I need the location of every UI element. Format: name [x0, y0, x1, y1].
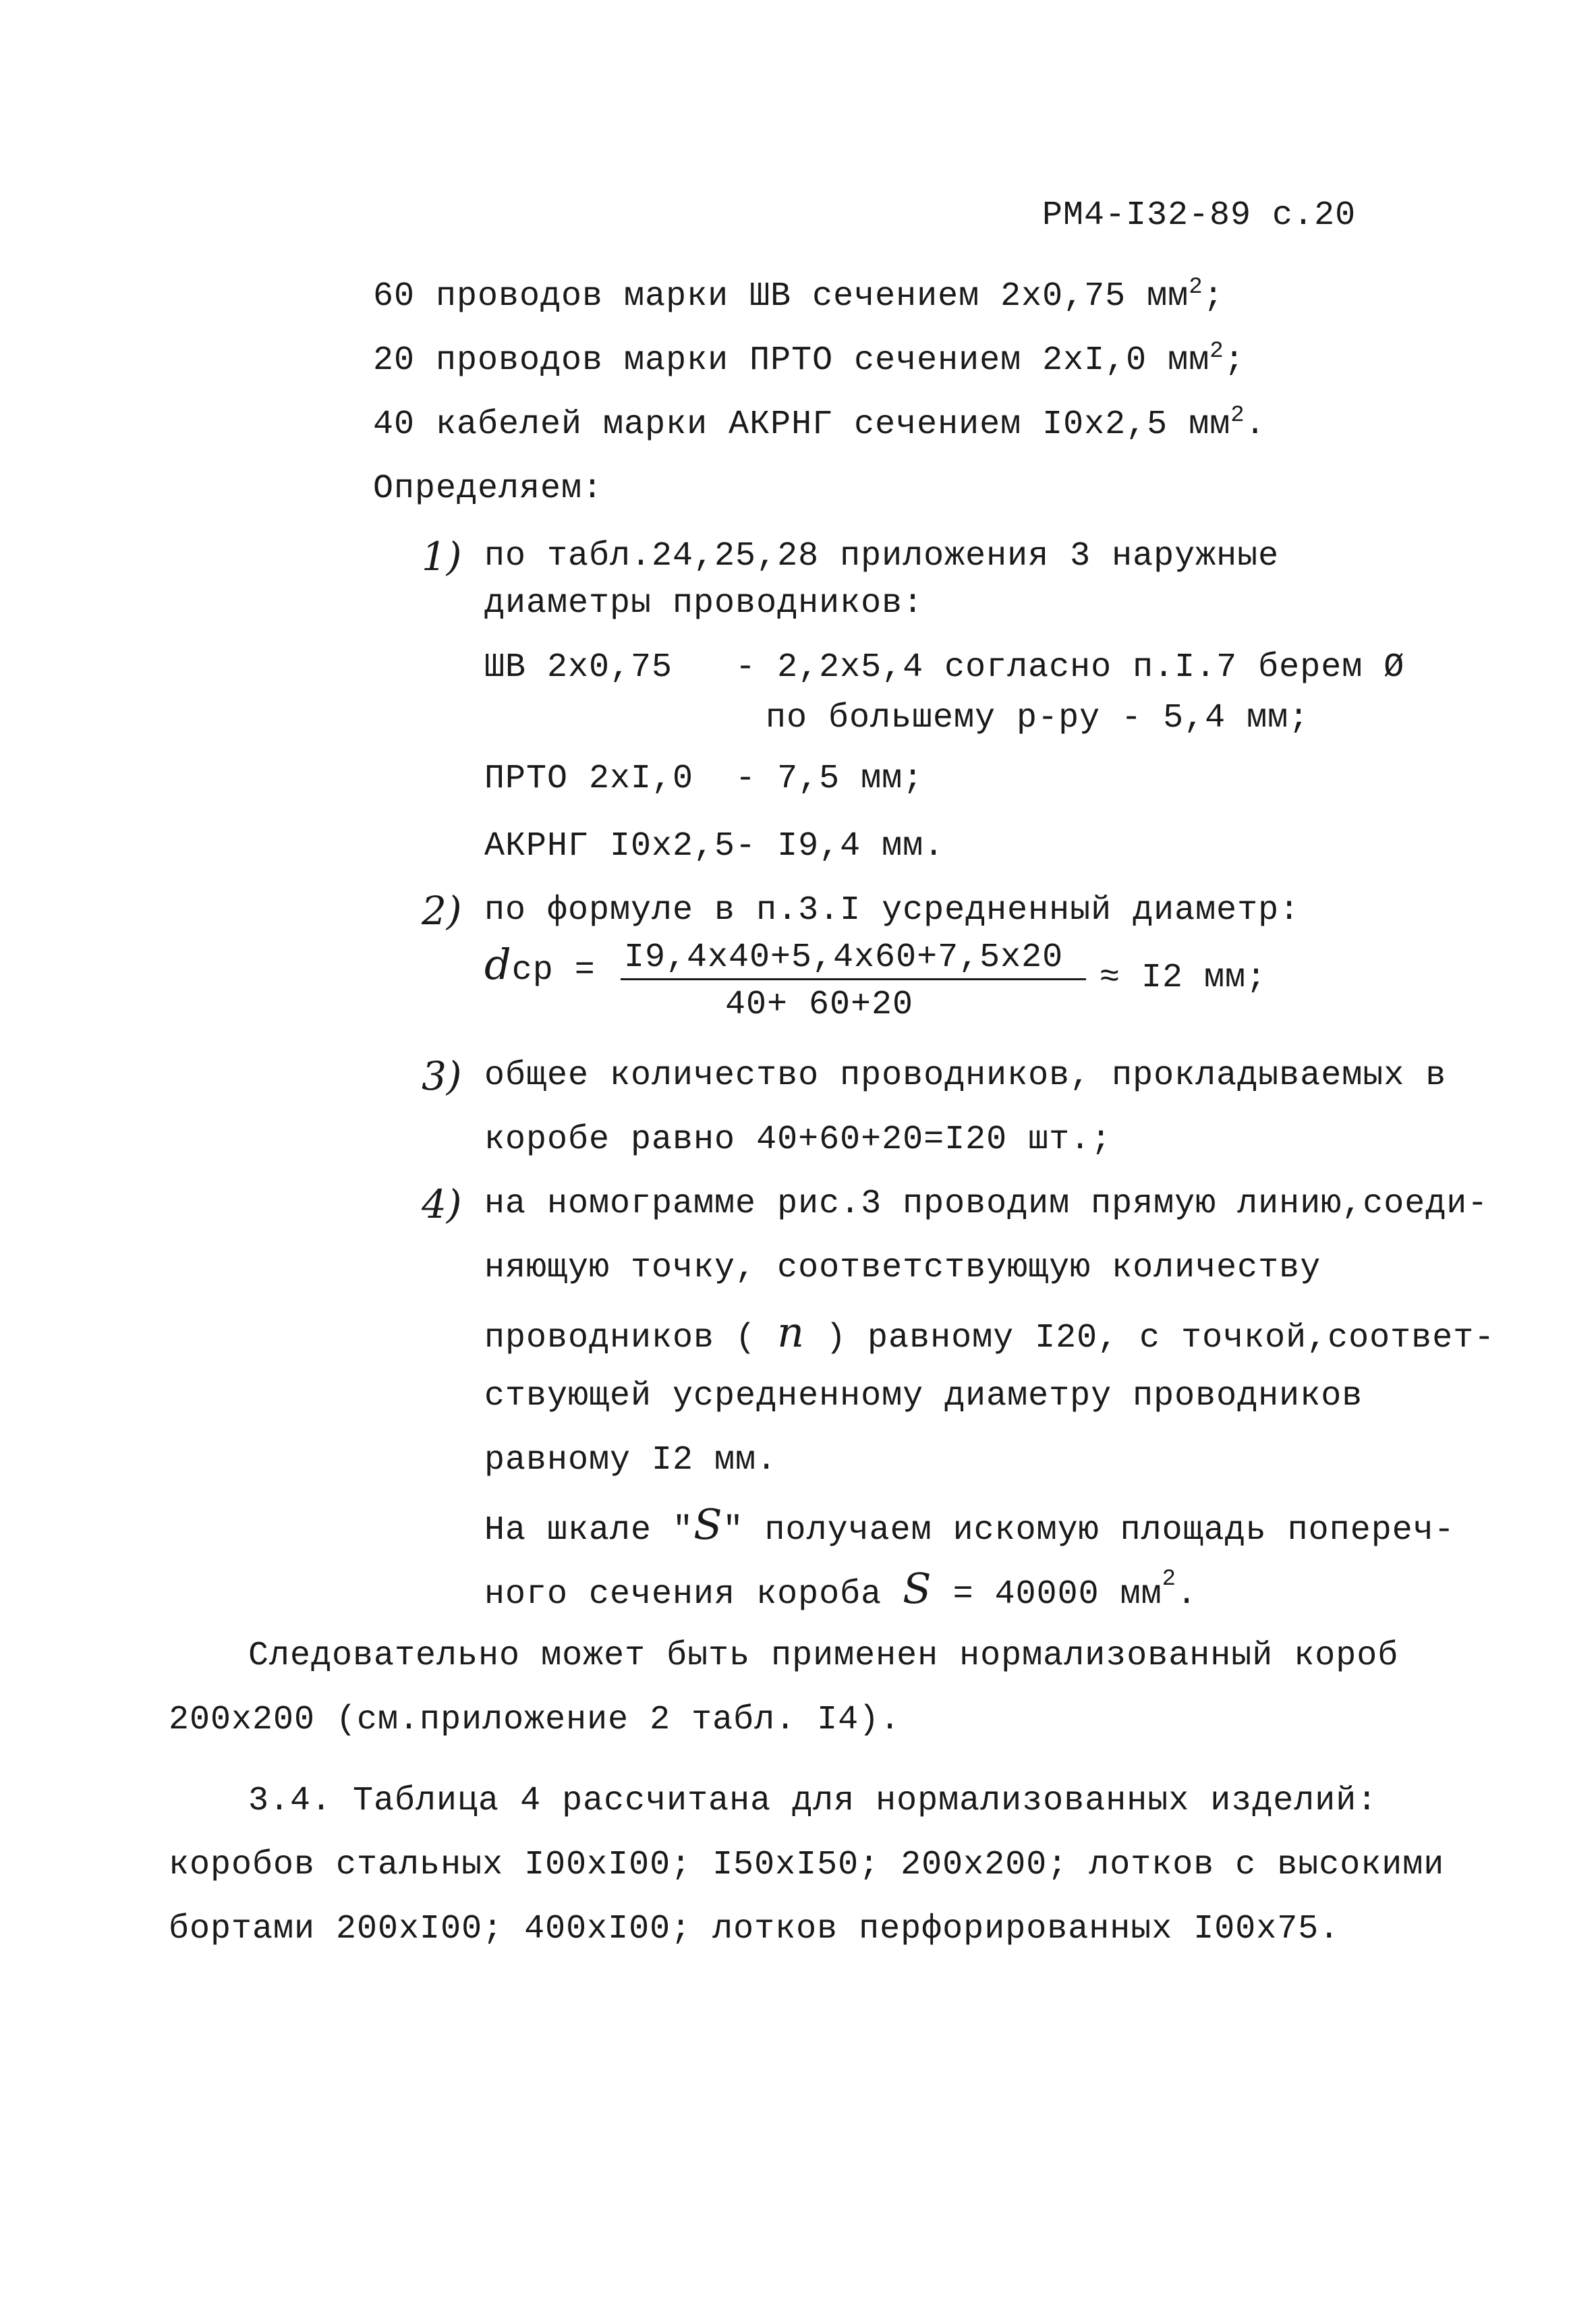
formula-d-symbol: dср =	[484, 940, 596, 990]
step-4-line-3: проводников ( n ) равному I20, с точкой,соответ-	[484, 1307, 1495, 1357]
step-3-line-2: коробе равно 40+60+20=I20 шт.;	[484, 1121, 1112, 1159]
n-symbol: n	[777, 1307, 805, 1357]
step-4-number: 4)	[422, 1181, 462, 1227]
section-3-4-line-1: 3.4. Таблица 4 рассчитана для нормализованных изделий:	[248, 1782, 1378, 1820]
s-symbol: S	[693, 1500, 723, 1549]
wire-line-2: 20 проводов марки ПРТО сечением 2хI,0 $мм^2$;	[373, 339, 1245, 380]
section-3-4-line-3: бортами 200хI00; 400хI00; лотков перфорированных I00х75.	[169, 1910, 1340, 1948]
step-2-line-1: по формуле в п.3.I усредненный диаметр:	[484, 891, 1301, 930]
step-2-number: 2)	[422, 888, 462, 934]
step-4-line-5: равному I2 мм.	[484, 1441, 778, 1479]
formula-numerator: I9,4х40+5,4х60+7,5х20	[624, 938, 1064, 977]
step-4-line-7: ного сечения короба S = 40000 $мм^2$.	[484, 1564, 1198, 1614]
formula-fraction-bar	[621, 978, 1086, 980]
wire-line-3: 40 кабелей марки АКРНГ сечением I0х2,5 $мм^2$.	[373, 403, 1266, 444]
formula-result: ≈ I2 мм;	[1100, 959, 1267, 997]
document-code: РМ4-I32-89 с.20	[1042, 196, 1357, 235]
formula-denominator: 40+ 60+20	[725, 986, 914, 1024]
diameter-shv: ШВ 2х0,75 - 2,2х5,4 согласно п.I.7 берем Ø	[484, 648, 1405, 687]
conclusion-line-1: Следовательно может быть применен нормализованный короб	[248, 1637, 1399, 1675]
section-3-4-line-2: коробов стальных I00хI00; I50хI50; 200х200; лотков с высокими	[169, 1846, 1445, 1884]
wire-line-1: 60 проводов марки ШВ сечением 2х0,75 $мм^2$;	[373, 275, 1224, 316]
diameter-prto: ПРТО 2хI,0 - 7,5 мм;	[484, 760, 924, 798]
step-4-line-2: няющую точку, соответствующую количеству	[484, 1249, 1321, 1287]
step-3-number: 3)	[422, 1053, 462, 1099]
step-1-line-1: по табл.24,25,28 приложения 3 наружные	[484, 537, 1280, 575]
step-3-line-1: общее количество проводников, прокладываемых в	[484, 1056, 1447, 1095]
step-1-number: 1)	[422, 534, 462, 580]
step-1-line-2: диаметры проводников:	[484, 584, 924, 623]
diameter-akrng: АКРНГ I0х2,5- I9,4 мм.	[484, 827, 945, 866]
step-4-line-1: на номограмме рис.3 проводим прямую линию,соеди-	[484, 1185, 1489, 1223]
step-4-line-4: ствующей усредненному диаметру проводников	[484, 1377, 1363, 1415]
s-symbol-result: S	[903, 1564, 932, 1613]
diameter-shv-cont: по большему р-ру - 5,4 мм;	[766, 699, 1310, 737]
define-label: Определяем:	[373, 470, 604, 508]
step-4-line-6: На шкале "S" получаем искомую площадь попереч-	[484, 1500, 1455, 1550]
conclusion-line-2: 200х200 (см.приложение 2 табл. I4).	[169, 1701, 901, 1739]
